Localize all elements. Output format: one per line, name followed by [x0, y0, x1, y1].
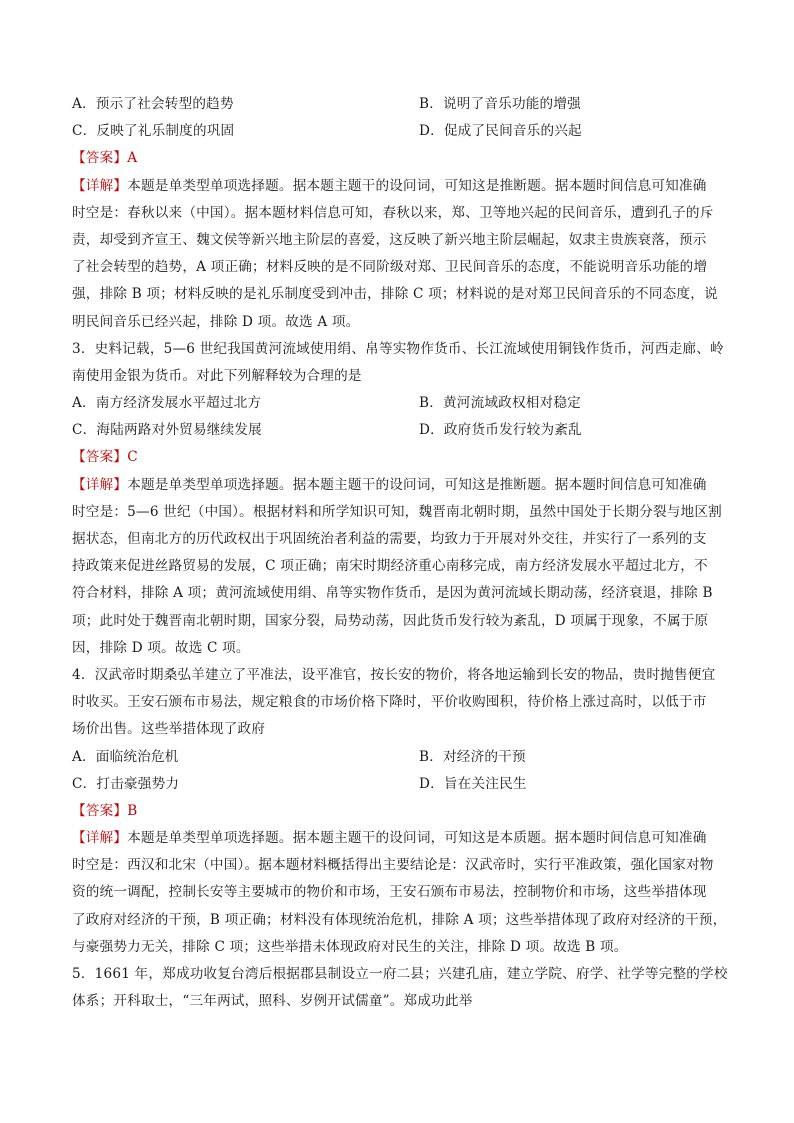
q3-option-b: B．黄河流域政权相对稳定	[419, 395, 581, 412]
document-page	[72, 91, 732, 1015]
detail-tag: 【详解】	[72, 177, 128, 194]
q4-options-row-1	[72, 744, 732, 771]
q5-stem-line: 5．1661 年，郑成功收复台湾后根据郡县制设立一府二县；兴建孔庙，建立学院、府学、社学等完整的学校	[72, 966, 728, 982]
q2-options-row-2	[72, 118, 732, 145]
q4-detail-line: 与豪强势力无关，排除 C 项；这些举措未体现政府对民生的关注，排除 D 项。故选 B 项。	[72, 938, 628, 955]
answer-value: C	[127, 449, 138, 466]
q4-options-row-2	[72, 771, 732, 798]
detail-tag: 【详解】	[72, 476, 128, 493]
q4-detail-line: 时空是：西汉和北宋（中国）。据本题材料概括得出主要结论是：汉武帝时，实行平准政策，强化国家对物	[72, 857, 714, 874]
answer-value: B	[127, 802, 138, 819]
q4-option-b: B．对经济的干预	[419, 748, 526, 765]
q3-detail-line: 据状态，但南北方的历代政权出于巩固统治者利益的需要，均致力于开展对外交往，并实行了一系列的支	[72, 531, 707, 547]
q2-option-d: D．促成了民间音乐的兴起	[419, 123, 582, 140]
detail-tag: 【详解】	[72, 830, 128, 847]
q2-detail-line: 时空是：春秋以来（中国）。据本题材料信息可知，春秋以来，郑、卫等地兴起的民间音乐，遭到孔子的斥	[72, 204, 714, 221]
q3-option-a: A．南方经济发展水平超过北方	[72, 395, 262, 412]
q3-detail-line: 持政策来促进丝路贸易的发展，C 项正确；南宋时期经济重心南移完成，南方经济发展水平超过北方，不	[72, 558, 708, 575]
q4-answer	[72, 798, 732, 825]
q2-option-a: A．预示了社会转型的趋势	[72, 96, 234, 112]
q2-answer	[72, 145, 732, 172]
q2-detail-line	[72, 173, 732, 200]
q3-stem-line: 南使用金银为货币。对此下列解释较为合理的是	[72, 367, 362, 384]
q2-option-c: C．反映了礼乐制度的巩固	[72, 123, 235, 140]
q4-stem-line: 4．汉武帝时期桑弘羊建立了平准法，设平准官，按长安的物价，将各地运输到长安的物品，贵时抛售便宜	[72, 666, 716, 683]
answer-value: A	[127, 150, 138, 167]
q2-detail-line: 责，却受到齐宣王、魏文侯等新兴地主阶层的喜爱，这反映了新兴地主阶层崛起，奴隶主贵族衰落，预示	[72, 231, 707, 248]
detail-text: 本题是单类型单项选择题。据本题主题干的设问词，可知这是推断题。据本题时间信息可知准确	[127, 177, 707, 194]
q2-options-row-1	[72, 91, 732, 118]
answer-tag: 【答案】	[72, 150, 128, 167]
detail-text: 本题是单类型单项选择题。据本题主题干的设问词，可知这是推断题。据本题时间信息可知准确	[127, 476, 707, 493]
q4-option-d: D．旨在关注民生	[419, 775, 527, 792]
q2-detail-line: 了社会转型的趋势，A 项正确；材料反映的是不同阶级对郑、卫民间音乐的态度，不能说明音乐功能的增	[72, 259, 708, 276]
q3-detail-line	[72, 472, 732, 499]
detail-text: 本题是单类型单项选择题。据本题主题干的设问词，可知这是本质题。据本题时间信息可知准确	[127, 830, 707, 847]
q3-detail-line: 项；此时处于魏晋南北朝时期，国家分裂，局势动荡，因此货币发行较为紊乱，D 项属于现象，不属于原	[72, 612, 709, 629]
q4-detail-line	[72, 825, 732, 852]
q3-answer	[72, 444, 732, 471]
q4-stem-line: 时收买。王安石颁布市易法，规定粮食的市场价格下降时，平价收购囤积，待价格上涨过高时，以低于市	[72, 694, 707, 711]
q3-option-d: D．政府货币发行较为紊乱	[419, 422, 582, 439]
q3-detail-line: 符合材料，排除 A 项；黄河流域使用绢、帛等实物作货币，是因为黄河流域长期动荡，经济衰退，排除 B	[72, 585, 713, 602]
answer-tag: 【答案】	[72, 802, 128, 819]
q3-stem-line: 3．史料记载，5—6 世纪我国黄河流域使用绢、帛等实物作货币、长江流域使用铜钱作货币，河西走廊、岭	[72, 340, 724, 357]
q4-detail-line: 了政府对经济的干预，B 项正确；材料没有体现统治危机，排除 A 项；这些举措体现了政府对经济的干预，	[72, 911, 727, 928]
q2-detail-line: 明民间音乐已经兴起，排除 D 项。故选 A 项。	[72, 313, 360, 330]
q3-detail-line: 因，排除 D 项。故选 C 项。	[72, 639, 250, 656]
q3-detail-line: 时空是：5—6 世纪（中国）。根据材料和所学知识可知，魏晋南北朝时期，虽然中国处于长期分裂与地区割	[72, 503, 722, 520]
q2-detail-line: 强，排除 B 项；材料反映的是礼乐制度受到冲击，排除 C 项；材料说的是对郑卫民间音乐的不同态度，说	[72, 286, 718, 303]
q4-option-a: A．面临统治危机	[72, 748, 179, 765]
q2-option-b: B．说明了音乐功能的增强	[419, 96, 581, 112]
q4-option-c: C．打击豪强势力	[72, 775, 180, 792]
q4-detail-line: 资的统一调配，控制长安等主要城市的物价和市场，王安石颁布市易法，控制物价和市场，这些举措体现	[72, 884, 707, 901]
q5-stem-line: 体系；开科取士，“三年两试，照科、岁例开试儒童”。郑成功此举	[72, 993, 473, 1010]
q4-stem-line: 场价出售。这些举措体现了政府	[72, 721, 266, 738]
q3-option-c: C．海陆两路对外贸易继续发展	[72, 422, 262, 439]
q3-options-row-1	[72, 390, 732, 417]
answer-tag: 【答案】	[72, 449, 128, 466]
q3-options-row-2	[72, 417, 732, 444]
